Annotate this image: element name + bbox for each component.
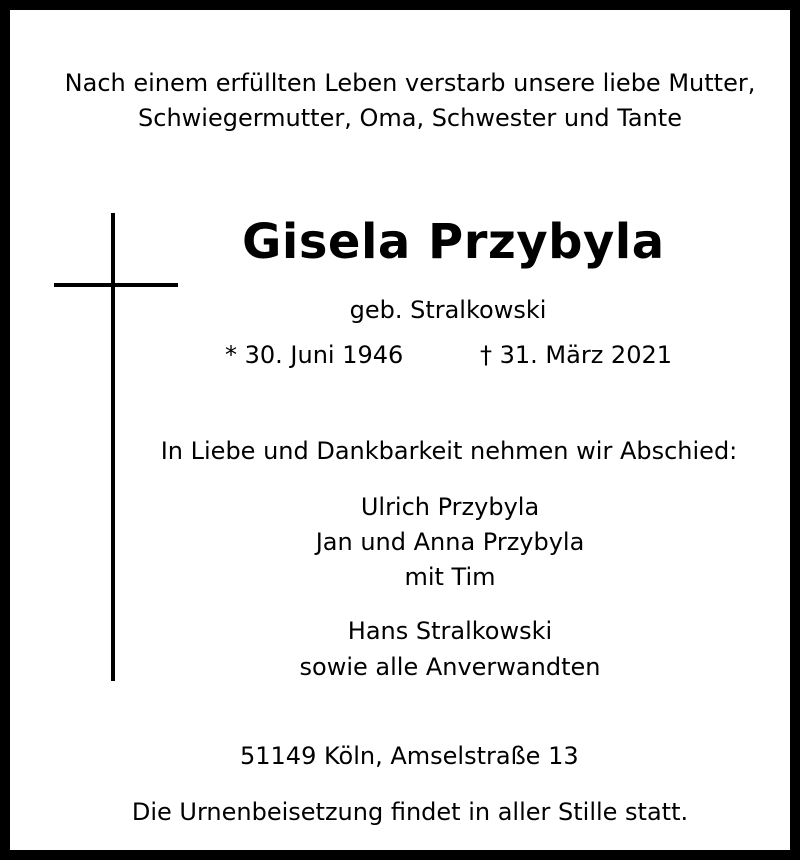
mourner-line: sowie alle Anverwandten bbox=[299, 653, 601, 681]
intro-line-1: Nach einem erfüllten Leben verstarb unsere liebe Mutter, bbox=[64, 69, 756, 97]
intro-line-2: Schwiegermutter, Oma, Schwester und Tante bbox=[138, 104, 682, 132]
death-date: † 31. März 2021 bbox=[480, 341, 673, 369]
mourner-line: Hans Stralkowski bbox=[347, 617, 553, 645]
born-name: geb. Stralkowski bbox=[349, 296, 547, 324]
mourner-line: Jan und Anna Przybyla bbox=[315, 528, 585, 556]
mourner-line: mit Tim bbox=[404, 563, 496, 591]
birth-date: * 30. Juni 1946 bbox=[225, 341, 404, 369]
address: 51149 Köln, Amselstraße 13 bbox=[240, 742, 579, 770]
farewell-text: In Liebe und Dankbarkeit nehmen wir Abschied: bbox=[160, 437, 738, 465]
cross-horizontal-bar bbox=[54, 283, 178, 287]
closing-note: Die Urnenbeisetzung findet in aller Stille statt. bbox=[131, 798, 689, 826]
deceased-name: Gisela Przybyla bbox=[242, 214, 665, 270]
mourner-line: Ulrich Przybyla bbox=[360, 493, 540, 521]
